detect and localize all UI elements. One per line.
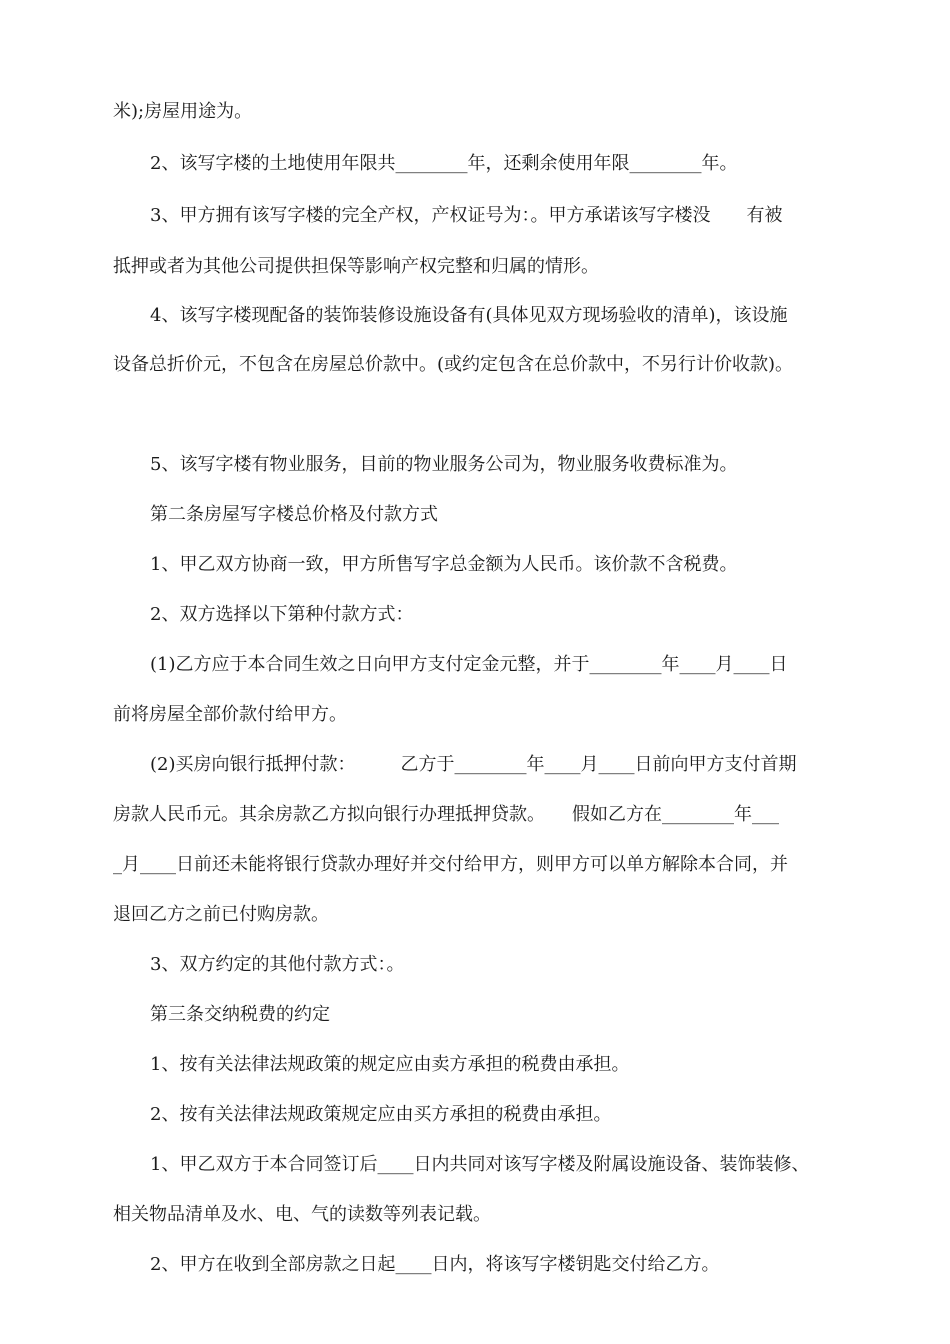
text-line: 2、该写字楼的土地使用年限共________年，还剩余使用年限________年。 [150,153,738,174]
text-line: 3、甲方拥有该写字楼的完全产权，产权证号为：。甲方承诺该写字楼没 有被 [150,205,783,226]
text-line: _月____日前还未能将银行贷款办理好并交付给甲方，则甲方可以单方解除本合同，并 [113,854,788,875]
text-line: 1、甲乙双方于本合同签订后____日内共同对该写字楼及附属设施设备、装饰装修、 [150,1154,810,1175]
text-line: 5、该写字楼有物业服务，目前的物业服务公司为，物业服务收费标准为。 [150,454,738,475]
text-line: 1、按有关法律法规政策的规定应由卖方承担的税费由承担。 [150,1054,630,1075]
text-line: 2、按有关法律法规政策规定应由买方承担的税费由承担。 [150,1104,612,1125]
text-line: 前将房屋全部价款付给甲方。 [113,704,347,725]
text-line: 3、双方约定的其他付款方式：。 [150,954,405,975]
text-line: 米);房屋用途为。 [113,101,253,122]
text-line: 退回乙方之前已付购房款。 [113,904,329,925]
text-line: (2)买房向银行抵押付款： 乙方于________年____月____日前向甲方支付首期 [150,754,797,775]
text-line: (1)乙方应于本合同生效之日向甲方支付定金元整，并于________年____月____日 [150,654,788,675]
text-line: 4、该写字楼现配备的装饰装修设施设备有(具体见双方现场验收的清单)，该设施 [150,305,788,326]
text-line: 1、甲乙双方协商一致，甲方所售写字总金额为人民币。该价款不含税费。 [150,554,738,575]
section-heading: 第二条房屋写字楼总价格及付款方式 [150,504,438,525]
section-heading: 第三条交纳税费的约定 [150,1004,330,1025]
text-line: 设备总折价元，不包含在房屋总价款中。(或约定包含在总价款中，不另行计价收款)。 [113,354,794,375]
text-line: 相关物品清单及水、电、气的读数等列表记载。 [113,1204,491,1225]
text-line: 2、双方选择以下第种付款方式： [150,604,414,625]
text-line: 房款人民币元。其余房款乙方拟向银行办理抵押贷款。 假如乙方在________年___ [113,804,779,825]
text-line: 抵押或者为其他公司提供担保等影响产权完整和归属的情形。 [113,256,599,277]
text-line: 2、甲方在收到全部房款之日起____日内，将该写字楼钥匙交付给乙方。 [150,1254,720,1275]
